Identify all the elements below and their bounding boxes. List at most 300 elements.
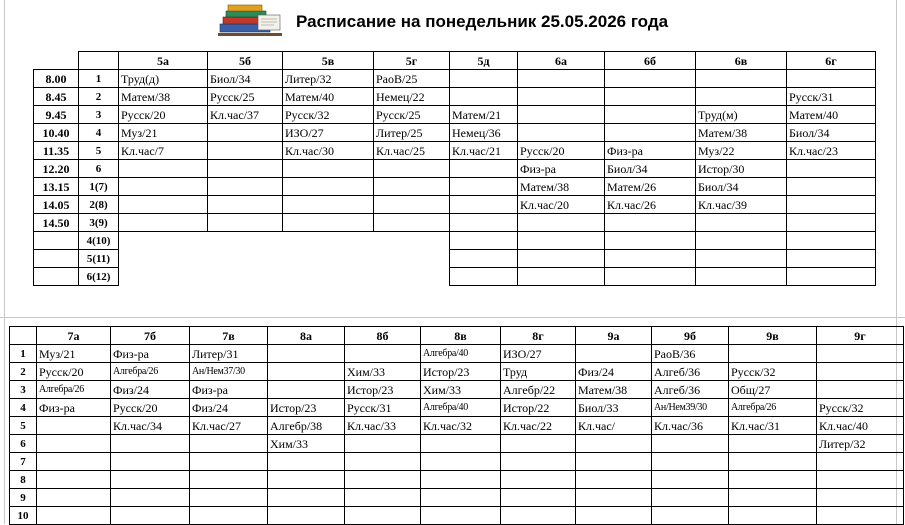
lesson-cell: Матем/38	[518, 178, 605, 196]
lesson-cell	[787, 160, 876, 178]
lesson-cell: Кл.час/25	[374, 142, 450, 160]
lesson-cell: Русск/20	[37, 363, 111, 381]
table-row	[10, 345, 904, 363]
table-row	[10, 363, 904, 381]
lesson-cell	[421, 507, 501, 525]
lesson-cell	[605, 268, 696, 286]
lesson-cell: Ан/Нем39/30	[652, 399, 729, 417]
corner-cell	[79, 52, 119, 70]
table-row	[34, 214, 876, 232]
lesson-cell: Истор/23	[345, 381, 421, 399]
lesson-cell	[501, 507, 576, 525]
lesson-number: 7	[10, 453, 37, 471]
lesson-time: 11.35	[34, 142, 79, 160]
lesson-cell	[208, 214, 283, 232]
lesson-cell: Труд	[501, 363, 576, 381]
lesson-number: 10	[10, 507, 37, 525]
lesson-cell: Истор/22	[501, 399, 576, 417]
lesson-cell: Физ-ра	[111, 345, 190, 363]
lesson-cell	[345, 507, 421, 525]
lesson-cell: Кл.час/20	[518, 196, 605, 214]
lesson-cell	[576, 489, 652, 507]
lesson-number: 5(11)	[79, 250, 119, 268]
class-header: 9а	[576, 327, 652, 345]
lesson-cell: Физ-ра	[518, 160, 605, 178]
lesson-cell: Физ/24	[111, 381, 190, 399]
lesson-time	[34, 232, 79, 250]
lesson-cell	[119, 160, 208, 178]
lesson-cell: Кл.час/	[576, 417, 652, 435]
lesson-time: 13.15	[34, 178, 79, 196]
table-row	[34, 178, 876, 196]
table-row	[10, 399, 904, 417]
lesson-cell	[283, 160, 374, 178]
lesson-cell: Кл.час/30	[283, 142, 374, 160]
lesson-cell: Матем/38	[119, 88, 208, 106]
table-row	[10, 489, 904, 507]
lesson-cell	[605, 106, 696, 124]
lesson-cell: Кл.час/26	[605, 196, 696, 214]
lesson-cell	[119, 196, 208, 214]
lesson-cell	[283, 178, 374, 196]
table-row	[10, 471, 904, 489]
lesson-cell: Кл.час/23	[787, 142, 876, 160]
table-header-row	[10, 327, 904, 345]
class-header: 7б	[111, 327, 190, 345]
lesson-number: 2	[79, 88, 119, 106]
lesson-cell	[374, 196, 450, 214]
lesson-cell: ИЗО/27	[283, 124, 374, 142]
lesson-cell: Биол/33	[576, 399, 652, 417]
lesson-cell	[190, 453, 268, 471]
class-header: 9г	[817, 327, 904, 345]
lesson-cell	[729, 489, 817, 507]
lesson-cell	[190, 471, 268, 489]
lesson-cell: Алгебра/26	[729, 399, 817, 417]
lesson-cell: Муз/21	[37, 345, 111, 363]
lesson-cell	[345, 489, 421, 507]
lesson-cell	[652, 489, 729, 507]
lesson-cell	[518, 268, 605, 286]
lesson-cell: Русск/31	[345, 399, 421, 417]
lesson-number: 9	[10, 489, 37, 507]
lesson-cell: Литер/25	[374, 124, 450, 142]
table-row	[10, 507, 904, 525]
lesson-cell	[268, 489, 345, 507]
class-header: 7в	[190, 327, 268, 345]
lesson-time: 14.50	[34, 214, 79, 232]
page-margin-left	[4, 0, 5, 524]
lesson-cell	[190, 489, 268, 507]
lesson-cell	[208, 160, 283, 178]
lesson-cell	[501, 489, 576, 507]
lesson-number: 6	[10, 435, 37, 453]
lesson-cell: Ан/Нем37/30	[190, 363, 268, 381]
lesson-cell: Муз/21	[119, 124, 208, 142]
lesson-cell: Кл.час/33	[345, 417, 421, 435]
lesson-cell: Хим/33	[345, 363, 421, 381]
lesson-cell: Кл.час/21	[450, 142, 518, 160]
lesson-cell	[501, 435, 576, 453]
lesson-cell: Матем/40	[787, 106, 876, 124]
lesson-cell: Матем/40	[283, 88, 374, 106]
lesson-cell	[190, 435, 268, 453]
lesson-cell	[283, 214, 374, 232]
class-header: 5д	[450, 52, 518, 70]
lesson-cell: Литер/32	[817, 435, 904, 453]
lesson-cell	[208, 250, 283, 268]
lesson-cell	[605, 214, 696, 232]
lesson-cell	[421, 435, 501, 453]
class-header: 9в	[729, 327, 817, 345]
lesson-cell: Кл.час/31	[729, 417, 817, 435]
lesson-cell	[605, 88, 696, 106]
lesson-cell	[119, 232, 208, 250]
table-row	[10, 435, 904, 453]
lesson-number: 4(10)	[79, 232, 119, 250]
lesson-time: 12.20	[34, 160, 79, 178]
lesson-cell: Биол/34	[787, 124, 876, 142]
class-header: 6б	[605, 52, 696, 70]
lesson-cell	[652, 453, 729, 471]
lesson-cell: Кл.час/32	[421, 417, 501, 435]
lesson-cell: Хим/33	[268, 435, 345, 453]
table-row	[34, 250, 876, 268]
lesson-cell: Русск/32	[283, 106, 374, 124]
lesson-cell	[652, 471, 729, 489]
lesson-cell	[208, 178, 283, 196]
lesson-cell	[787, 178, 876, 196]
lesson-cell: Физ-ра	[37, 399, 111, 417]
lesson-cell: Алгеб/36	[652, 381, 729, 399]
lesson-cell	[283, 196, 374, 214]
lesson-time: 8.00	[34, 70, 79, 88]
lesson-cell	[119, 268, 208, 286]
lesson-cell: Литер/31	[190, 345, 268, 363]
lesson-cell	[37, 489, 111, 507]
lesson-cell: Алгебра/40	[421, 399, 501, 417]
lesson-cell	[37, 471, 111, 489]
lesson-number: 4	[10, 399, 37, 417]
lesson-cell	[345, 471, 421, 489]
lesson-cell: Русск/20	[119, 106, 208, 124]
table-row	[10, 417, 904, 435]
class-header: 8г	[501, 327, 576, 345]
lesson-time: 14.05	[34, 196, 79, 214]
lesson-cell: Матем/38	[576, 381, 652, 399]
lesson-cell	[576, 345, 652, 363]
lesson-cell	[208, 232, 283, 250]
lesson-cell	[576, 471, 652, 489]
lesson-cell	[421, 471, 501, 489]
lesson-cell: Биол/34	[605, 160, 696, 178]
class-header: 6г	[787, 52, 876, 70]
table-row	[34, 142, 876, 160]
lesson-cell: Кл.час/22	[501, 417, 576, 435]
table-row	[34, 106, 876, 124]
lesson-cell	[345, 345, 421, 363]
lesson-cell: Матем/21	[450, 106, 518, 124]
lesson-time: 9.45	[34, 106, 79, 124]
lesson-cell	[268, 345, 345, 363]
lesson-cell: Русск/31	[787, 88, 876, 106]
lesson-cell: РаоВ/36	[652, 345, 729, 363]
lesson-cell	[268, 453, 345, 471]
lesson-number: 3	[10, 381, 37, 399]
lesson-cell	[374, 214, 450, 232]
lesson-cell: Кл.час/36	[652, 417, 729, 435]
lesson-cell	[268, 363, 345, 381]
lesson-cell	[501, 471, 576, 489]
lesson-cell: Истор/23	[421, 363, 501, 381]
lesson-number: 8	[10, 471, 37, 489]
lesson-cell	[421, 453, 501, 471]
lesson-cell	[450, 250, 518, 268]
class-header: 8в	[421, 327, 501, 345]
lesson-cell	[208, 142, 283, 160]
table-row	[34, 70, 876, 88]
class-header: 5г	[374, 52, 450, 70]
lesson-cell	[817, 363, 904, 381]
lesson-cell: Алгебр/38	[268, 417, 345, 435]
lesson-cell	[605, 70, 696, 88]
lesson-cell	[518, 250, 605, 268]
lesson-cell	[787, 196, 876, 214]
lesson-cell	[576, 453, 652, 471]
lesson-cell	[450, 232, 518, 250]
lesson-cell: Кл.час/39	[696, 196, 787, 214]
lesson-cell	[605, 250, 696, 268]
lesson-cell	[518, 88, 605, 106]
lesson-cell	[652, 435, 729, 453]
lesson-cell	[817, 345, 904, 363]
corner-cell	[10, 327, 37, 345]
lesson-cell	[729, 435, 817, 453]
lesson-cell	[208, 268, 283, 286]
books-logo-image	[218, 2, 284, 38]
lesson-cell	[817, 489, 904, 507]
lesson-cell	[450, 214, 518, 232]
lesson-number: 5	[10, 417, 37, 435]
lesson-time: 8.45	[34, 88, 79, 106]
lesson-cell	[119, 250, 208, 268]
lesson-cell	[450, 70, 518, 88]
lesson-cell	[450, 268, 518, 286]
lesson-cell	[450, 88, 518, 106]
lesson-cell: Русск/20	[518, 142, 605, 160]
table-header-row	[34, 52, 876, 70]
lesson-cell: Кл.час/40	[817, 417, 904, 435]
lesson-cell: Физ-ра	[605, 142, 696, 160]
lesson-number: 2(8)	[79, 196, 119, 214]
lesson-cell	[576, 507, 652, 525]
lesson-cell: Матем/38	[696, 124, 787, 142]
lesson-cell: Кл.час/34	[111, 417, 190, 435]
lesson-cell	[345, 453, 421, 471]
lesson-number: 6(12)	[79, 268, 119, 286]
lesson-cell	[518, 124, 605, 142]
lesson-cell	[605, 124, 696, 142]
lesson-cell	[696, 232, 787, 250]
lesson-cell	[374, 160, 450, 178]
lesson-cell	[696, 70, 787, 88]
lesson-cell: Биол/34	[696, 178, 787, 196]
lesson-number: 3	[79, 106, 119, 124]
lesson-cell	[450, 178, 518, 196]
lesson-cell: Алгебр/22	[501, 381, 576, 399]
lesson-cell	[787, 214, 876, 232]
lesson-cell: Матем/26	[605, 178, 696, 196]
lesson-cell	[111, 489, 190, 507]
lesson-number: 3(9)	[79, 214, 119, 232]
lesson-cell	[518, 106, 605, 124]
lesson-cell: Русск/25	[208, 88, 283, 106]
lesson-cell: Русск/20	[111, 399, 190, 417]
lesson-time: 10.40	[34, 124, 79, 142]
lesson-cell	[190, 507, 268, 525]
table-row	[34, 196, 876, 214]
lesson-cell: Русск/32	[817, 399, 904, 417]
lesson-cell	[696, 88, 787, 106]
table-row	[34, 88, 876, 106]
lesson-cell: Немец/22	[374, 88, 450, 106]
lesson-cell	[374, 178, 450, 196]
lesson-cell	[421, 489, 501, 507]
class-header: 6а	[518, 52, 605, 70]
lesson-cell	[283, 232, 374, 250]
lesson-cell	[37, 417, 111, 435]
lesson-cell	[729, 345, 817, 363]
lesson-cell: Алгебра/40	[421, 345, 501, 363]
class-header: 9б	[652, 327, 729, 345]
lesson-cell	[450, 196, 518, 214]
schedule-table-grades-7-9	[9, 326, 904, 525]
corner-cell	[34, 52, 79, 70]
lesson-cell	[576, 435, 652, 453]
table-row	[34, 160, 876, 178]
lesson-cell: Труд(д)	[119, 70, 208, 88]
lesson-cell	[283, 250, 374, 268]
lesson-number: 2	[10, 363, 37, 381]
lesson-cell	[518, 232, 605, 250]
lesson-cell: Русск/25	[374, 106, 450, 124]
lesson-cell	[37, 453, 111, 471]
lesson-cell	[787, 268, 876, 286]
table-row	[34, 232, 876, 250]
lesson-cell	[283, 268, 374, 286]
lesson-cell	[268, 381, 345, 399]
lesson-cell: Физ/24	[576, 363, 652, 381]
class-header: 6в	[696, 52, 787, 70]
lesson-cell	[208, 196, 283, 214]
lesson-cell	[518, 70, 605, 88]
lesson-cell	[374, 250, 450, 268]
lesson-cell	[787, 232, 876, 250]
table-row	[34, 124, 876, 142]
lesson-cell: РаоВ/25	[374, 70, 450, 88]
lesson-cell	[817, 381, 904, 399]
lesson-cell: Хим/33	[421, 381, 501, 399]
lesson-cell	[111, 471, 190, 489]
page-break-line	[0, 317, 905, 318]
lesson-number: 5	[79, 142, 119, 160]
lesson-cell	[817, 453, 904, 471]
class-header: 8б	[345, 327, 421, 345]
lesson-cell	[787, 70, 876, 88]
page-title: Расписание на понедельник 25.05.2026 года	[296, 12, 669, 31]
lesson-cell	[37, 507, 111, 525]
lesson-time	[34, 250, 79, 268]
lesson-cell: Кл.час/37	[208, 106, 283, 124]
lesson-cell	[696, 250, 787, 268]
lesson-cell	[268, 471, 345, 489]
table-row	[10, 453, 904, 471]
lesson-cell	[605, 232, 696, 250]
lesson-cell: Истор/30	[696, 160, 787, 178]
lesson-cell	[729, 471, 817, 489]
class-header: 5в	[283, 52, 374, 70]
lesson-number: 1	[10, 345, 37, 363]
lesson-number: 6	[79, 160, 119, 178]
lesson-time	[34, 268, 79, 286]
lesson-cell	[696, 268, 787, 286]
table-row	[10, 381, 904, 399]
lesson-cell	[450, 160, 518, 178]
lesson-cell: Алгеб/36	[652, 363, 729, 381]
lesson-cell	[374, 232, 450, 250]
lesson-cell: Алгебра/26	[37, 381, 111, 399]
lesson-cell	[111, 507, 190, 525]
table-row	[34, 268, 876, 286]
lesson-cell	[817, 507, 904, 525]
lesson-cell	[652, 507, 729, 525]
lesson-cell	[729, 453, 817, 471]
lesson-cell: Физ-ра	[190, 381, 268, 399]
lesson-cell: Русск/32	[729, 363, 817, 381]
lesson-cell	[37, 435, 111, 453]
lesson-cell: Истор/23	[268, 399, 345, 417]
lesson-cell: Муз/22	[696, 142, 787, 160]
lesson-number: 4	[79, 124, 119, 142]
lesson-cell	[345, 435, 421, 453]
lesson-cell: ИЗО/27	[501, 345, 576, 363]
lesson-cell: Алгебра/26	[111, 363, 190, 381]
lesson-cell: Немец/36	[450, 124, 518, 142]
lesson-cell	[696, 214, 787, 232]
lesson-cell: Физ/24	[190, 399, 268, 417]
class-header: 8а	[268, 327, 345, 345]
lesson-cell: Труд(м)	[696, 106, 787, 124]
lesson-cell	[268, 507, 345, 525]
lesson-cell	[501, 453, 576, 471]
lesson-cell	[119, 178, 208, 196]
lesson-cell	[111, 435, 190, 453]
lesson-cell	[518, 214, 605, 232]
lesson-cell	[111, 453, 190, 471]
lesson-cell	[787, 250, 876, 268]
lesson-cell: Кл.час/27	[190, 417, 268, 435]
lesson-cell	[729, 507, 817, 525]
class-header: 7а	[37, 327, 111, 345]
class-header: 5а	[119, 52, 208, 70]
lesson-cell: Кл.час/7	[119, 142, 208, 160]
lesson-cell	[119, 214, 208, 232]
lesson-cell: Литер/32	[283, 70, 374, 88]
lesson-cell	[374, 268, 450, 286]
lesson-cell	[817, 471, 904, 489]
lesson-cell: Биол/34	[208, 70, 283, 88]
lesson-number: 1(7)	[79, 178, 119, 196]
